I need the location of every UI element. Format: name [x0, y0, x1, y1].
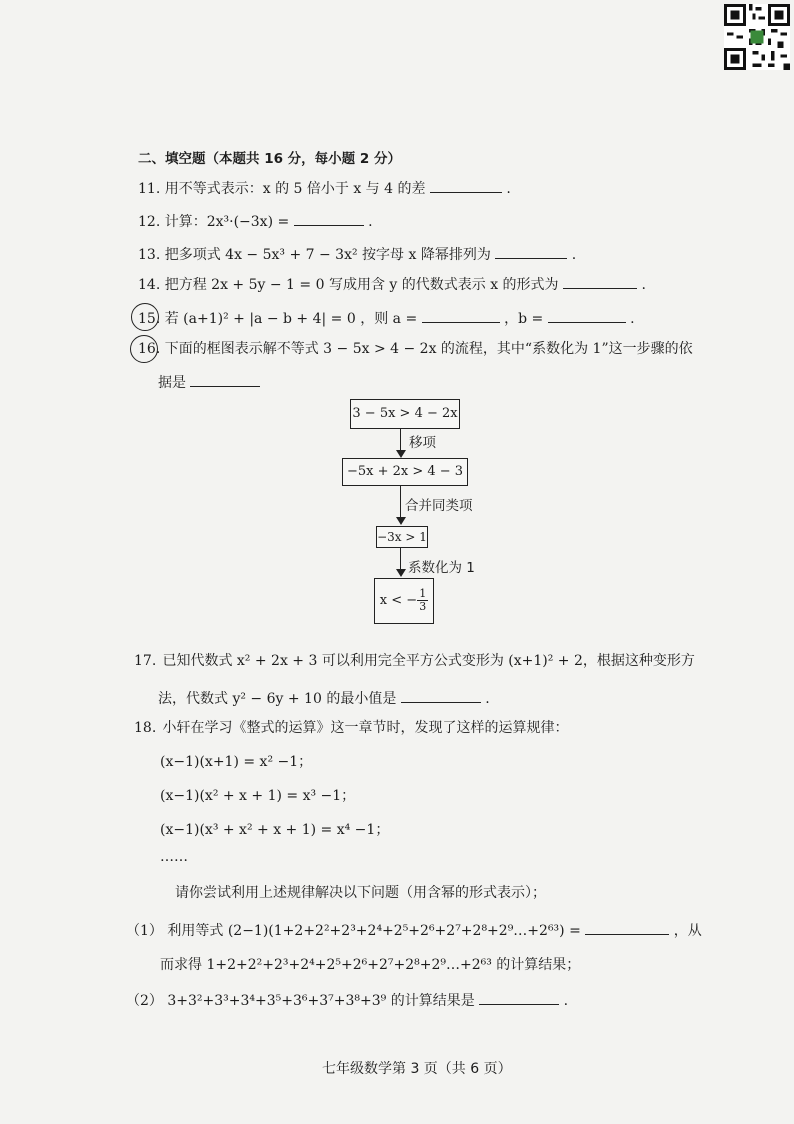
answer-blank[interactable] — [294, 211, 364, 226]
question-number: 15. — [138, 311, 161, 327]
answer-blank[interactable] — [563, 274, 637, 289]
arrow-down-icon — [396, 450, 406, 458]
question-tail: . — [485, 691, 490, 707]
flow-arrow — [400, 547, 401, 570]
question-text: 下面的框图表示解不等式 3 − 5x > 4 − 2x 的流程，其中“系数化为 1”这一步骤的依 — [164, 341, 693, 357]
rule-ellipsis: …… — [160, 849, 188, 865]
question-tail: . — [506, 181, 511, 197]
fraction-numerator: 1 — [419, 587, 427, 600]
arrow-down-icon — [396, 517, 406, 525]
question-14 — [138, 274, 646, 294]
part-tail: . — [563, 993, 569, 1009]
question-number: 12. — [138, 214, 161, 230]
answer-blank-a[interactable] — [422, 308, 500, 323]
flow-box-1: 3 − 5x > 4 − 2x — [350, 399, 460, 429]
part-1-line2: 而求得 1+2+2²+2³+2⁴+2⁵+2⁶+2⁷+2⁸+2⁹…+2⁶³ 的计算结果； — [160, 957, 581, 973]
answer-blank[interactable] — [585, 920, 669, 935]
question-15 — [138, 308, 635, 328]
question-16-line2 — [158, 372, 260, 392]
question-mid: ，b = — [504, 311, 544, 327]
flow-arrow — [400, 428, 401, 451]
question-text: 用不等式表示：x 的 5 倍小于 x 与 4 的差 — [164, 181, 426, 197]
question-tail: . — [571, 247, 577, 263]
part-text: 利用等式 (2−1)(1+2+2²+2³+2⁴+2⁵+2⁶+2⁷+2⁸+2⁹…+2⁶³) = — [167, 923, 581, 939]
question-tail: . — [630, 311, 635, 327]
rule-3: (x−1)(x³ + x² + x + 1) = x⁴ −1； — [160, 822, 390, 838]
question-text: 法，代数式 y² − 6y + 10 的最小值是 — [158, 691, 397, 707]
question-17-line2 — [158, 688, 490, 708]
question-text: 据是 — [158, 375, 186, 391]
question-16-line1 — [138, 340, 693, 358]
answer-blank[interactable] — [190, 372, 260, 387]
rule-2: (x−1)(x² + x + 1) = x³ −1； — [160, 788, 356, 804]
question-number: 13. — [138, 247, 161, 263]
question-number: 17. — [134, 653, 157, 669]
answer-blank[interactable] — [430, 178, 502, 193]
question-text: 小轩在学习《整式的运算》这一章节时，发现了这样的运算规律： — [162, 720, 569, 736]
part-tail: ，从 — [673, 923, 702, 939]
question-text: 已知代数式 x² + 2x + 3 可以利用完全平方公式变形为 (x+1)² + 2，根据这种变形方 — [162, 653, 695, 669]
flow-box-3: −3x > 1 — [376, 526, 428, 548]
question-text: 计算：2x³·(−3x) = — [164, 214, 290, 230]
question-text: 若 (a+1)² + |a − b + 4| = 0 ，则 a = — [164, 311, 418, 327]
flow-box-2: −5x + 2x > 4 − 3 — [342, 458, 468, 486]
question-tail: . — [641, 277, 646, 293]
arrow-down-icon — [396, 569, 406, 577]
fraction — [417, 588, 428, 613]
question-number: 11. — [138, 181, 161, 197]
answer-blank-b[interactable] — [548, 308, 626, 323]
question-18 — [134, 719, 568, 737]
rule-1: (x−1)(x+1) = x² −1； — [160, 754, 313, 770]
question-number: 14. — [138, 277, 161, 293]
qr-code-icon — [724, 4, 790, 70]
part-label: （1） — [126, 923, 163, 939]
question-text: 把多项式 4x − 5x³ + 7 − 3x² 按字母 x 降幂排列为 — [164, 247, 491, 263]
question-13 — [138, 244, 576, 264]
question-11 — [138, 178, 511, 198]
flow-step-2: 合并同类项 — [405, 498, 473, 514]
fraction-denominator: 3 — [419, 600, 427, 613]
question-tail: . — [368, 214, 373, 230]
part-label: （2） — [126, 993, 163, 1009]
section-title: 二、填空题（本题共 16 分，每小题 2 分） — [138, 151, 401, 167]
part-text: 3+3²+3³+3⁴+3⁵+3⁶+3⁷+3⁸+3⁹ 的计算结果是 — [167, 993, 475, 1009]
question-number: 18. — [134, 720, 157, 736]
task-instruction: 请你尝试利用上述规律解决以下问题（用含幂的形式表示）； — [175, 885, 546, 901]
answer-blank[interactable] — [479, 990, 559, 1005]
answer-blank[interactable] — [495, 244, 567, 259]
page-footer: 七年级数学第 3 页（共 6 页） — [322, 1061, 512, 1077]
flow-arrow — [400, 485, 401, 518]
question-12 — [138, 211, 373, 231]
flow-step-3: 系数化为 1 — [408, 560, 475, 576]
question-17-line1 — [134, 652, 695, 670]
question-number: 16. — [138, 341, 161, 357]
part-2 — [126, 990, 568, 1010]
flow-box-4 — [374, 578, 434, 624]
answer-blank[interactable] — [401, 688, 481, 703]
part-1-line1 — [126, 920, 702, 940]
flow-step-1: 移项 — [409, 435, 436, 451]
question-text: 把方程 2x + 5y − 1 = 0 写成用含 y 的代数式表示 x 的形式为 — [164, 277, 559, 293]
flow-box-4-left: x < − — [379, 593, 418, 608]
